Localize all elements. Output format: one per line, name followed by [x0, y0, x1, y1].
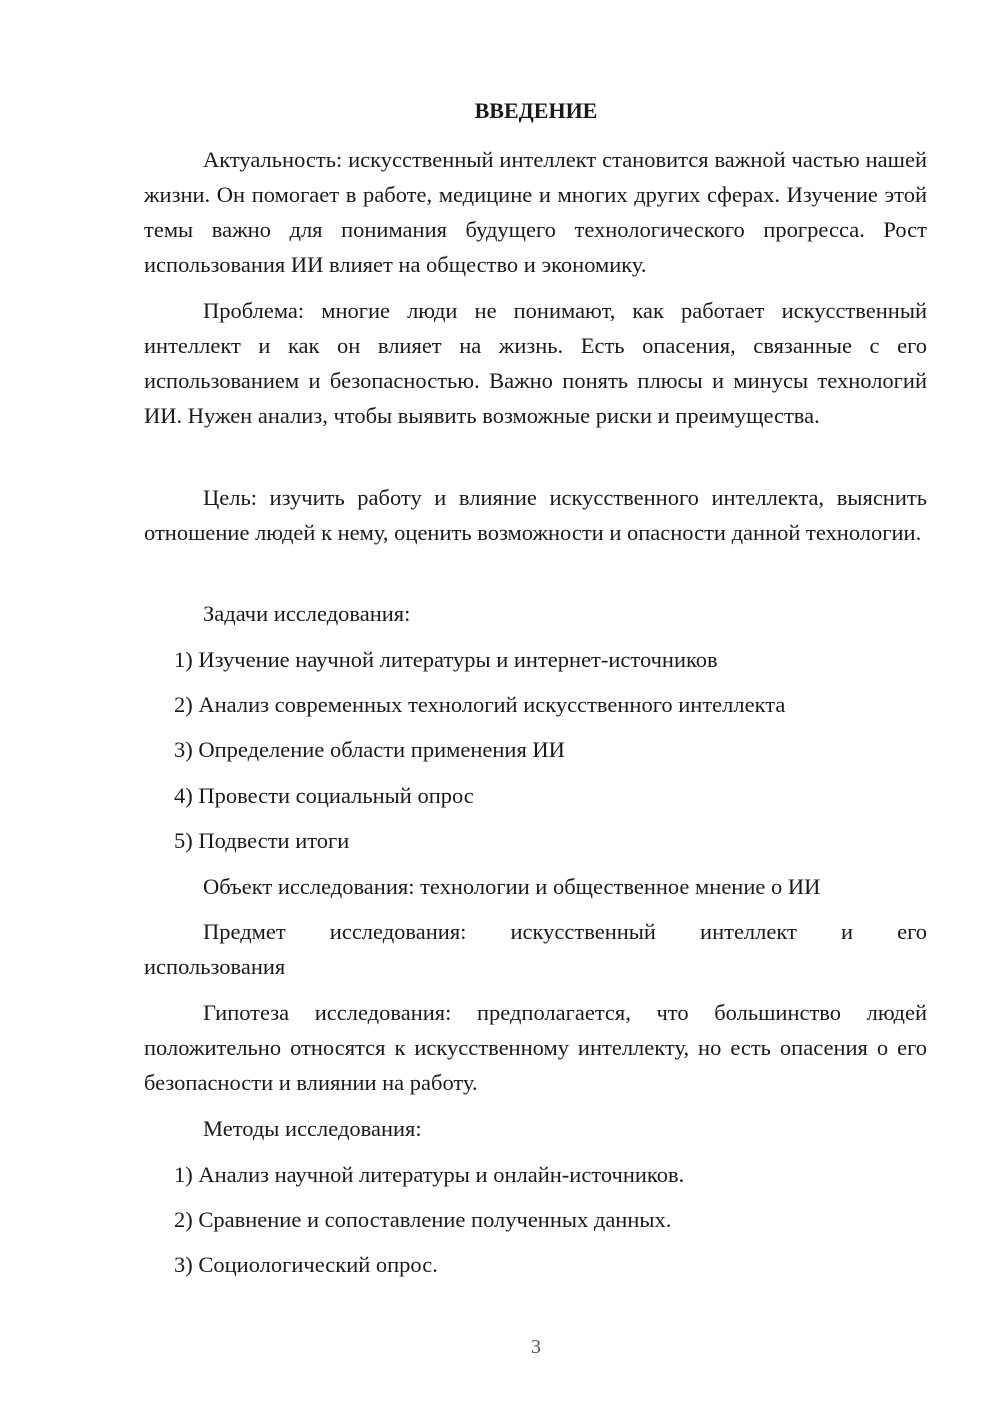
- task-item-2: 2) Анализ современных технологий искусственного интеллекта: [174, 692, 786, 717]
- method-item-3: 3) Социологический опрос.: [174, 1252, 438, 1277]
- relevance-paragraph: Актуальность: искусственный интеллект становится важной частью нашей жизни. Он помогает в работе, медицине и многих других сферах. Изучение этой темы важно для понимания будущего технологического прогресса. Рост использования ИИ влияет на общество и экономику.: [144, 147, 927, 277]
- methods-heading: Методы исследования:: [203, 1116, 422, 1141]
- method-item-1: 1) Анализ научной литературы и онлайн-источников.: [174, 1162, 685, 1187]
- task-item-5: 5) Подвести итоги: [174, 828, 350, 853]
- object-line: Объект исследования: технологии и общественное мнение о ИИ: [203, 874, 821, 899]
- subject-line-1: Предмет исследования: искусственный интеллект и его: [203, 919, 927, 944]
- tasks-heading: Задачи исследования:: [203, 601, 411, 626]
- subject-line-2: использования: [144, 954, 286, 979]
- method-item-2: 2) Сравнение и сопоставление полученных данных.: [174, 1207, 672, 1232]
- page-number: 3: [531, 1336, 541, 1358]
- subject-paragraph: [144, 914, 927, 984]
- task-item-4: 4) Провести социальный опрос: [174, 783, 474, 808]
- task-item-3: 3) Определение области применения ИИ: [174, 737, 565, 762]
- hypothesis-paragraph: Гипотеза исследования: предполагается, что большинство людей положительно относятся к искусственному интеллекту, но есть опасения о его безопасности и влиянии на работу.: [144, 1000, 927, 1095]
- section-title: ВВЕДЕНИЕ: [474, 98, 598, 123]
- goal-paragraph: Цель: изучить работу и влияние искусственного интеллекта, выяснить отношение людей к нему, оценить возможности и опасности данной технологии.: [144, 485, 927, 545]
- problem-paragraph: Проблема: многие люди не понимают, как работает искусственный интеллект и как он влияет на жизнь. Есть опасения, связанные с его использованием и безопасностью. Важно понять плюсы и минусы технологий ИИ. Нужен анализ, чтобы выявить возможные риски и преимущества.: [144, 298, 927, 428]
- task-item-1: 1) Изучение научной литературы и интернет-источников: [174, 647, 718, 672]
